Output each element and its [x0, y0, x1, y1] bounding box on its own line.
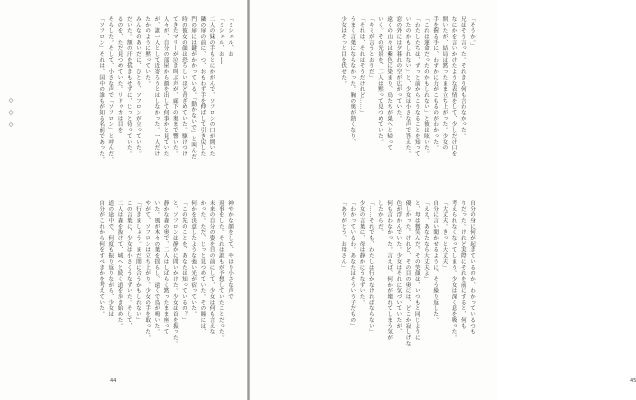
left-page-number: 44 [110, 378, 117, 384]
left-page-upper-text: 「ミシェル、お 「ミシェル、お── 二人の妹の手もとにかがんで、ソフロンの口が開いた 隣の扉の前に、つ、おもわず手を伸ばして引き戻した 門の扉には鍵がかかっている。「動かないで」と叫んだ 時の彼女の顔は恐ろしいほど青ざめていた。駆けつけ てきたマリーが泣き叫ぶ声が、廊下の奥まで響いた。 人々が、自分の部屋から顔を出して何事かと見ていた が、誰一人として近寄ろうとはしなかった。一人だけ たかのように黙っていた。 みんなのあいだに、ひとり、ソフロンが立っていた。 だいた。額の汗を拭きもせずに、じっと待っていた。 るのを、ただ見つめていた。リドゥカは目を そらした。そして、小さな声で「ソフロン」と呼んだ。 「ソフロン」それは、国中の誰もが知る名前であった。 [98, 16, 233, 163]
right-page-number: 45 [630, 378, 636, 384]
margin-ornaments [6, 95, 16, 131]
right-page-upper-text: 「そうか。」 兄はそう言った。それきり何も言わなかった。 なにかを言いかけたような表情をして、少しだけ口を 開いたが、結局は黙ったまま立ち上がった。少女の 手を握る手に、わずかに力がこもるのがわかった。 「これは運命だったのかもしれない」と彼は呟いた。 「わたしたちは、ずっと前からこうなることを知って いたのかもしれない」と、少女は小さな声で答えた。 窓の外には夕暮れの空が広がっていた。 遠くの山々は紫色に染まり、鳥たちが巣へと帰って いく。その光景を、二人は黙って見つめていた。 「キミが言うとおりだ」 「それは、それはそうだけれど……」 うまく言葉にならなかった。胸の奥が熱くなり、 少女はそっと目を伏せた。 [340, 16, 475, 157]
diamond-icon: ◇ [8, 97, 14, 104]
diamond-icon: ◇ [8, 121, 14, 128]
left-page [0, 0, 248, 400]
left-page-lower-text: 神やかな顔をして、やはり小さな声で 返事をした。それは誰もが予想していたことだった。 未来の自分の姿を目の前にして、少女は何も言えな かった。ただ、じっと見つめていた。その瞳には、 何かを決意したような強い光が宿っていた。 「この先のことを、あなたは知っているの？」 と、ソフロンは静かに問いかけた。少女は首を振った。 静かな森の奥で、二人はしばらく黙ったまま座って いた。風が木々の葉を揺らし、遠くで鳥が鳴いた。 やがて、ソフロンは立ち上がり、少女の手を取った。 「行きましょう。まだ間に合うかもしれない」 この言葉に、少女は小さくうなずいた。そして、 二人は森を抜けて、城へと続く道を歩き始めた。 道の途中で、何度も振り返りながら、少女は 自分がこれから何をすべきかを考えていた。 [98, 200, 233, 347]
right-page-lower-text: 自分の身に何が起きているのか、わかっているつも りだった。けれど実際にそれを前にすると、何も 考えられなくなってしまう。少女は深く息を吸った。 「大丈夫。きっと大丈夫」 自分に言い聞かせるように、そう繰り返した。 「ええ、あなたなら大丈夫よ」 と、母は微笑んだ。その笑顔は、いつもと同じように 優しかった。けれど、その目の奥には、どこか寂しげな 色が浮かんでいた。少女はそれに気づいていたが、 何も言わなかった。言えば、何かが壊れてしまう気が したからだ。 「……それでも、わたしは行かなければならない」 少女の言葉に、母は静かにうなずいた。 「わかっているわ。あなたはそういう子だもの」 「ありがとう、お母さん」 [340, 200, 475, 347]
right-page [250, 0, 636, 400]
diamond-icon: ◇ [8, 109, 14, 116]
